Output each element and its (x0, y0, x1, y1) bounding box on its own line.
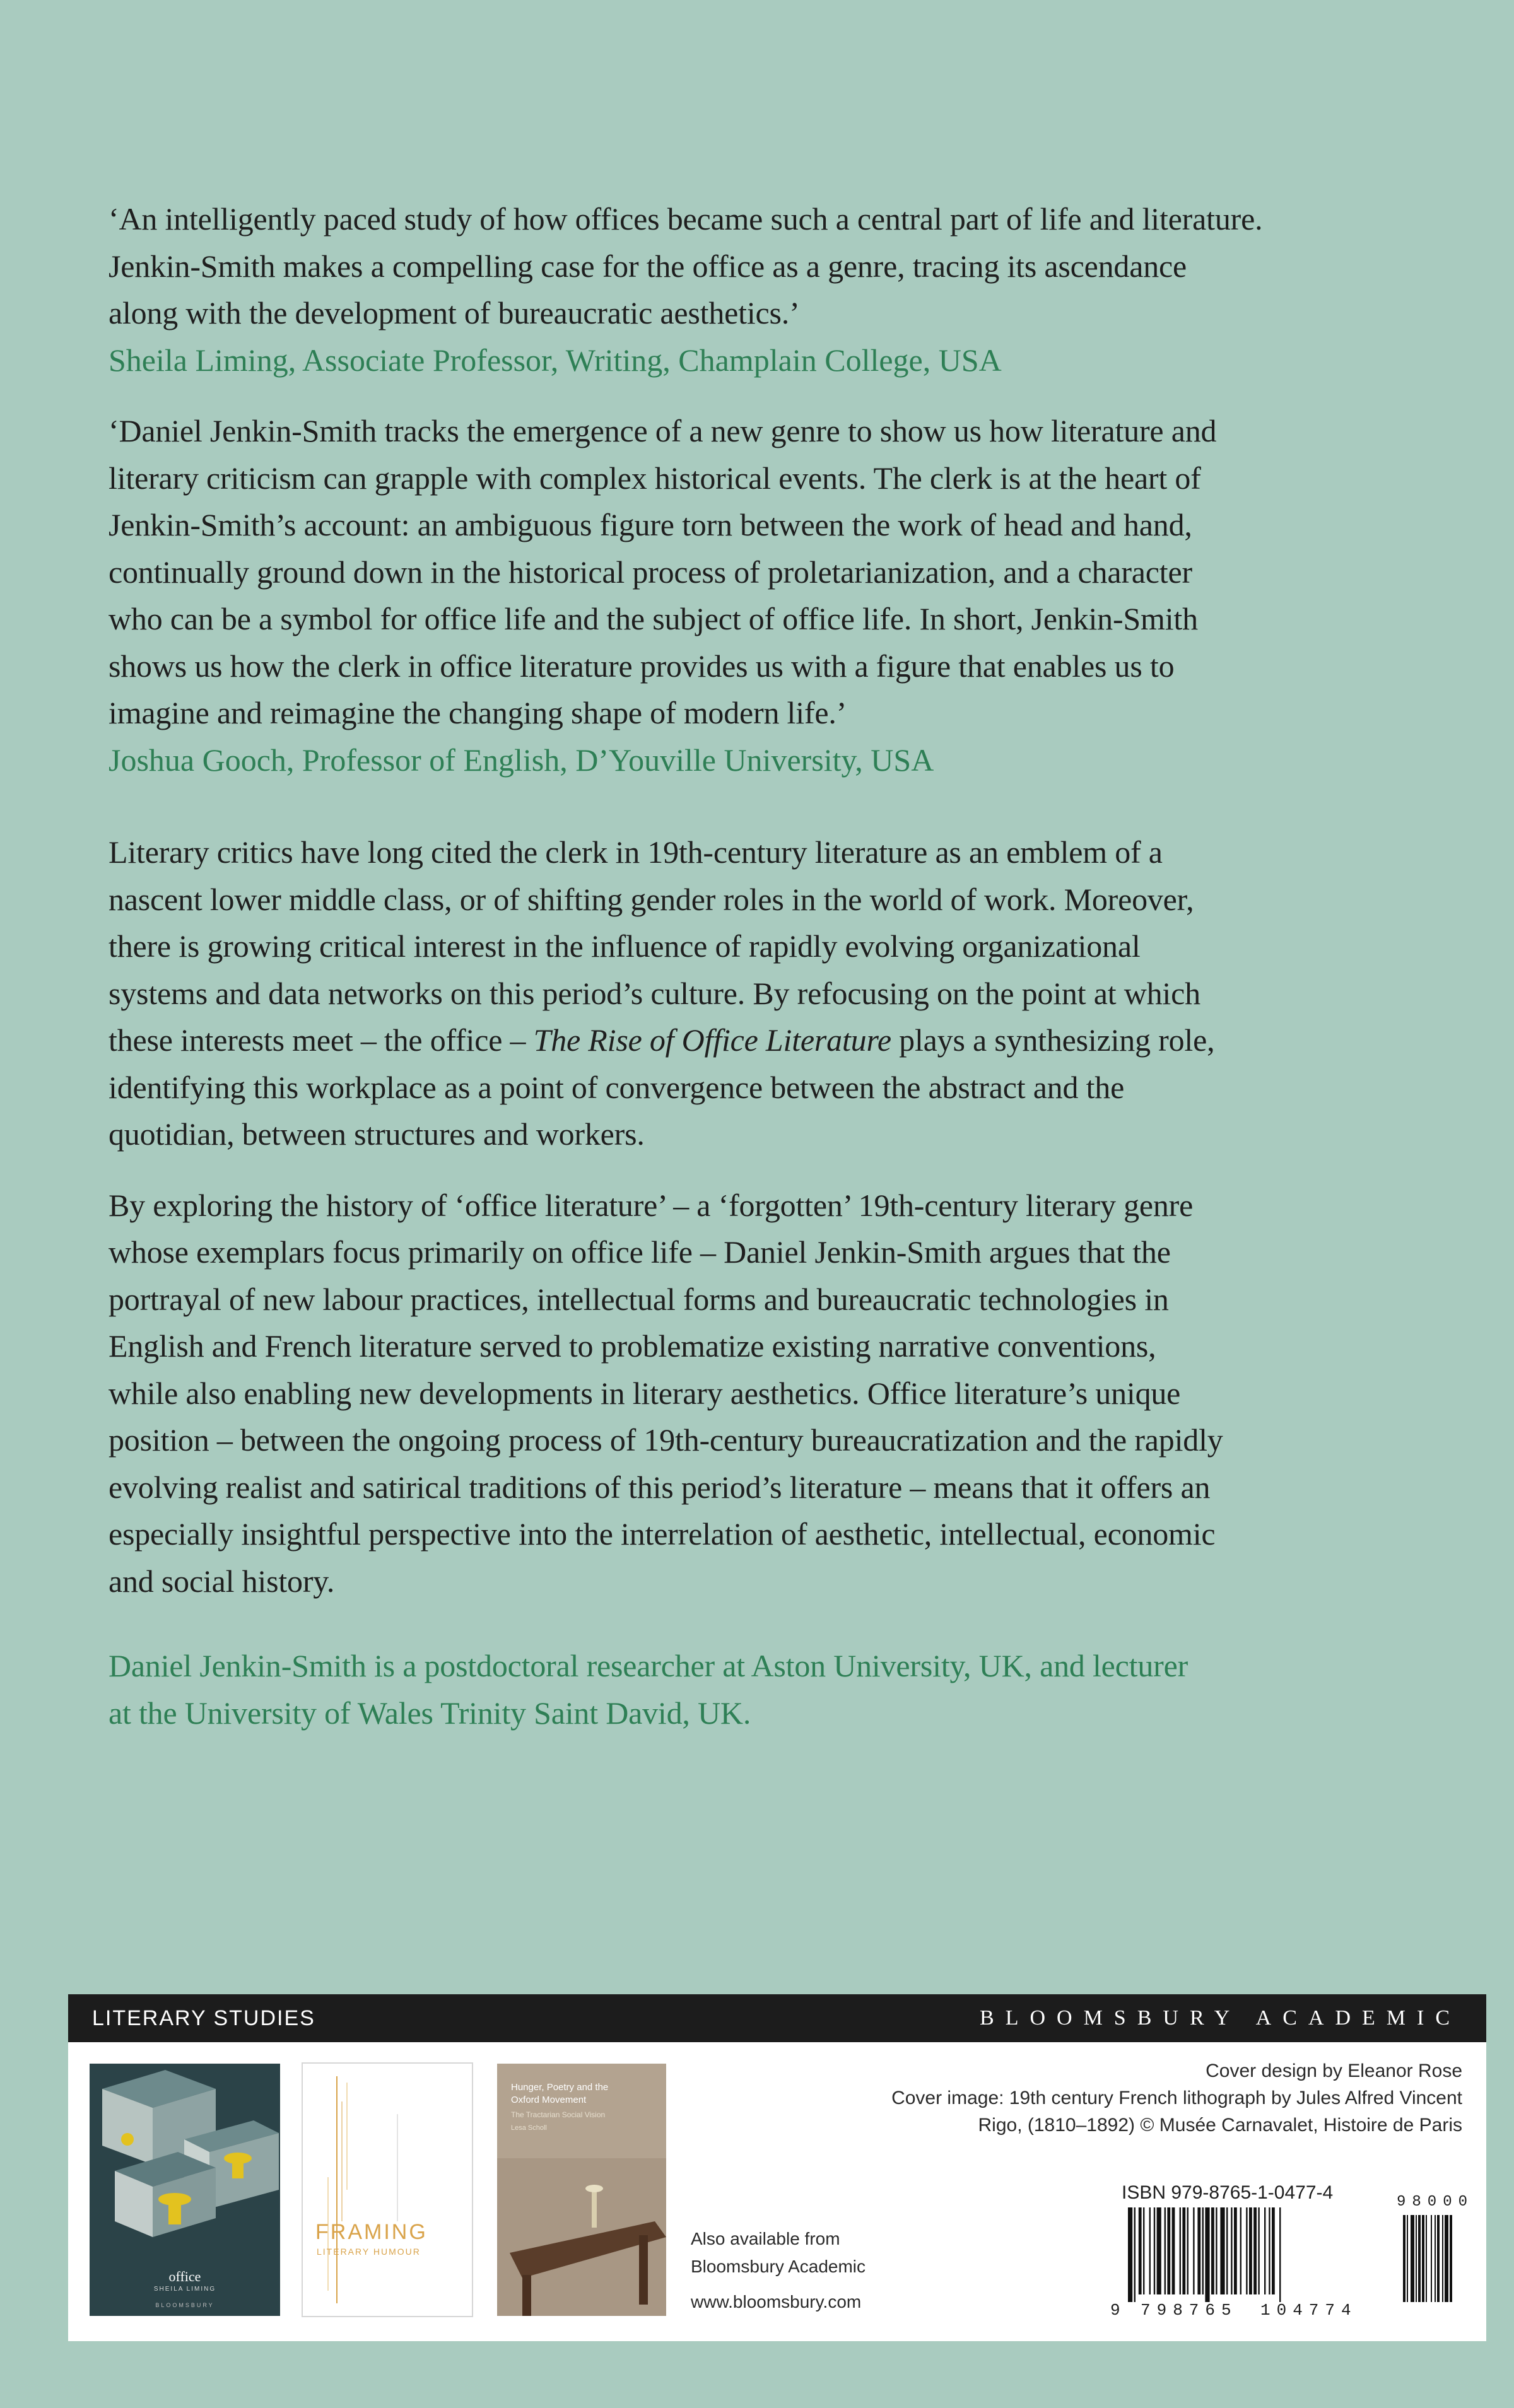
barcode-bar (1149, 2207, 1151, 2294)
barcode-bar (1279, 2207, 1281, 2302)
author-name: Daniel Jenkin-Smith (109, 1648, 367, 1683)
author-bio-text: is a postdoctoral researcher at Aston University, UK, and lecturer (366, 1648, 1188, 1683)
description-line: identifying this workplace as a point of convergence between the abstract and the (109, 1069, 1125, 1105)
related-book-title-line: Oxford Movement (511, 2095, 587, 2105)
credit-line: Cover image: 19th century French lithograph by Jules Alfred Vincent (891, 2088, 1462, 2108)
quote-line: continually ground down in the historical process of proletarianization, and a character (109, 554, 1192, 590)
barcode-bar (1240, 2207, 1241, 2294)
quote-line: Jenkin-Smith’s account: an ambiguous figure torn between the work of head and hand, (109, 507, 1192, 542)
barcode-addon-bar (1431, 2215, 1432, 2302)
quote-line: ‘An intelligently paced study of how offices became such a central part of life and literature. (109, 201, 1263, 237)
barcode-bar (1249, 2207, 1252, 2294)
description-line: especially insightful perspective into the interrelation of aesthetic, intellectual, economic (109, 1516, 1216, 1552)
quote-line: shows us how the clerk in office literature provides us with a figure that enables us to (109, 648, 1175, 684)
barcode-bar (1234, 2207, 1237, 2294)
barcode-bar (1180, 2207, 1181, 2294)
barcode-bar (1253, 2207, 1257, 2294)
description-line: nascent lower middle class, or of shifting gender roles in the world of work. Moreover, (109, 881, 1194, 917)
barcode-bar (1205, 2207, 1209, 2302)
quote-line: literary criticism can grapple with complex historical events. The clerk is at the heart of (109, 460, 1201, 496)
description-line: portrayal of new labour practices, intellectual forms and bureaucratic technologies in (109, 1281, 1169, 1317)
publisher-name: BLOOMSBURY ACADEMIC (980, 2006, 1461, 2030)
book-title-italic: The Rise of Office Literature (533, 1022, 891, 1058)
description-line (109, 1017, 1484, 1064)
cover-text (109, 196, 1484, 1736)
series-label: LITERARY STUDIES (92, 2006, 315, 2030)
quote-line: Jenkin-Smith makes a compelling case for the office as a genre, tracing its ascendance (109, 248, 1187, 284)
description-line: and social history. (109, 1563, 335, 1599)
footer-panel (68, 2042, 1486, 2341)
endorser-role: , Associate Professor, Writing, Champlain College, USA (288, 342, 1002, 378)
author-bio-line: at the University of Wales Trinity Saint David, UK. (109, 1695, 751, 1731)
author-bio (109, 1642, 1484, 1736)
description-text: plays a synthesizing role, (891, 1022, 1215, 1058)
description-line: quotidian, between structures and workers. (109, 1116, 645, 1152)
barcode-addon-bar (1450, 2215, 1452, 2302)
barcode-bar (1216, 2207, 1217, 2294)
related-book-subtitle: The Tractarian Social Vision (511, 2110, 606, 2119)
barcode-digits-right: 104774 (1260, 2301, 1358, 2320)
endorser-name: Sheila Liming (109, 342, 288, 378)
description-line: whose exemplars focus primarily on office life – Daniel Jenkin-Smith argues that the (109, 1234, 1171, 1270)
barcode-bar (1264, 2207, 1265, 2294)
barcode-bar (1246, 2207, 1247, 2294)
related-book-author: Lesa Scholl (511, 2124, 547, 2132)
barcode-addon-bar (1445, 2215, 1448, 2302)
website-link[interactable]: www.bloomsbury.com (691, 2292, 862, 2312)
framing-cover-art (303, 2064, 472, 2316)
barcode-digit-prefix: 9 (1110, 2301, 1127, 2320)
barcode-bar (1134, 2207, 1136, 2302)
barcode-addon-bar (1416, 2215, 1417, 2302)
barcode-addon-bar (1422, 2215, 1424, 2302)
barcode-bar (1165, 2207, 1166, 2294)
related-book-hunger-poetry (497, 2064, 666, 2316)
barcode-addon-bar (1407, 2215, 1408, 2302)
related-book-subtitle: LITERARY HUMOUR (317, 2247, 421, 2257)
also-available-line: Also available from (691, 2229, 840, 2248)
related-book-publisher: BLOOMSBURY (155, 2302, 214, 2308)
barcode-bar (1143, 2207, 1144, 2294)
description-line: there is growing critical interest in the influence of rapidly evolving organizational (109, 928, 1141, 964)
description-text: these interests meet – the office – (109, 1022, 534, 1058)
related-book-author: SHEILA LIMING (153, 2286, 216, 2293)
endorser-attribution (109, 737, 1484, 784)
barcode-bar (1139, 2207, 1142, 2294)
barcode-addon-bar (1426, 2215, 1427, 2302)
barcode-bar (1157, 2207, 1161, 2294)
isbn: ISBN 979-8765-1-0477-4 (1122, 2182, 1334, 2203)
quote-line: who can be a symbol for office life and the subject of office life. In short, Jenkin-Smith (109, 601, 1198, 636)
related-book-title: FRAMING (315, 2220, 428, 2244)
barcode-bar (1231, 2207, 1232, 2294)
barcode-bar (1197, 2207, 1200, 2294)
barcode-addon-bar (1411, 2215, 1414, 2302)
barcode-addon-bar (1435, 2215, 1436, 2302)
barcode-bar (1193, 2207, 1194, 2294)
description-line: while also enabling new developments in literary aesthetics. Office literature’s unique (109, 1375, 1181, 1411)
credit-line: Cover design by Eleanor Rose (1206, 2060, 1462, 2081)
quote-line: imagine and reimagine the changing shape of modern life.’ (109, 695, 847, 730)
related-book-framing (303, 2064, 472, 2316)
related-book-title: office (168, 2269, 201, 2284)
barcode-addon-bar (1442, 2215, 1443, 2302)
barcode-bar (1172, 2207, 1175, 2294)
barcode-bar (1182, 2207, 1185, 2294)
barcode (1125, 2207, 1466, 2302)
endorsement-2 (109, 407, 1484, 783)
endorser-name: Joshua Gooch (109, 742, 286, 778)
description-line: Literary critics have long cited the clerk in 19th-century literature as an emblem of a (109, 834, 1163, 870)
quote-line: along with the development of bureaucratic aesthetics.’ (109, 295, 800, 330)
barcode-bar (1154, 2207, 1155, 2294)
barcode-bar (1258, 2207, 1259, 2294)
barcode-addon-bar (1418, 2215, 1421, 2302)
barcode-bar (1167, 2207, 1170, 2294)
series-strip (68, 1994, 1486, 2042)
barcode-addon-bar (1403, 2215, 1405, 2302)
barcode-bar (1220, 2207, 1224, 2294)
author-bio-line (109, 1642, 1484, 1690)
barcode-bar (1272, 2207, 1275, 2294)
barcode-bar (1226, 2207, 1228, 2294)
endorser-attribution (109, 337, 1484, 384)
description-line: position – between the ongoing process of 19th-century bureaucratization and the rapidly (109, 1422, 1223, 1458)
barcode-bar (1269, 2207, 1270, 2294)
barcode-bar (1202, 2207, 1204, 2294)
endorsement-1 (109, 196, 1484, 383)
description-line: By exploring the history of ‘office literature’ – a ‘forgotten’ 19th-century literary genre (109, 1187, 1194, 1223)
description-line: systems and data networks on this period’s culture. By refocusing on the point at which (109, 975, 1200, 1011)
description-line: English and French literature served to problematize existing narrative conventions, (109, 1328, 1156, 1364)
barcode-bar (1211, 2207, 1214, 2294)
barcode-bar (1187, 2207, 1188, 2294)
related-book-title (511, 2081, 608, 2107)
also-available-line: Bloomsbury Academic (691, 2257, 866, 2276)
also-available (691, 2225, 866, 2281)
credit-line: Rigo, (1810–1892) © Musée Carnavalet, Histoire de Paris (978, 2115, 1462, 2136)
barcode-addon-digits: 98000 (1397, 2194, 1474, 2211)
description-line: evolving realist and satirical traditions of this period’s literature – means that it offers an (109, 1469, 1211, 1505)
barcode-addon-bar (1437, 2215, 1440, 2302)
endorser-role: , Professor of English, D’Youville University, USA (286, 742, 934, 778)
barcode-digits-left: 798765 (1141, 2301, 1238, 2320)
related-book-title-line: Hunger, Poetry and the (511, 2082, 609, 2093)
barcode-bar (1128, 2207, 1132, 2302)
related-book-office (90, 2064, 280, 2316)
description-paragraph-1 (109, 829, 1484, 1158)
description-paragraph-2 (109, 1182, 1484, 1605)
quote-line: ‘Daniel Jenkin-Smith tracks the emergence of a new genre to show us how literature and (109, 413, 1217, 448)
cover-credits (891, 2057, 1462, 2139)
